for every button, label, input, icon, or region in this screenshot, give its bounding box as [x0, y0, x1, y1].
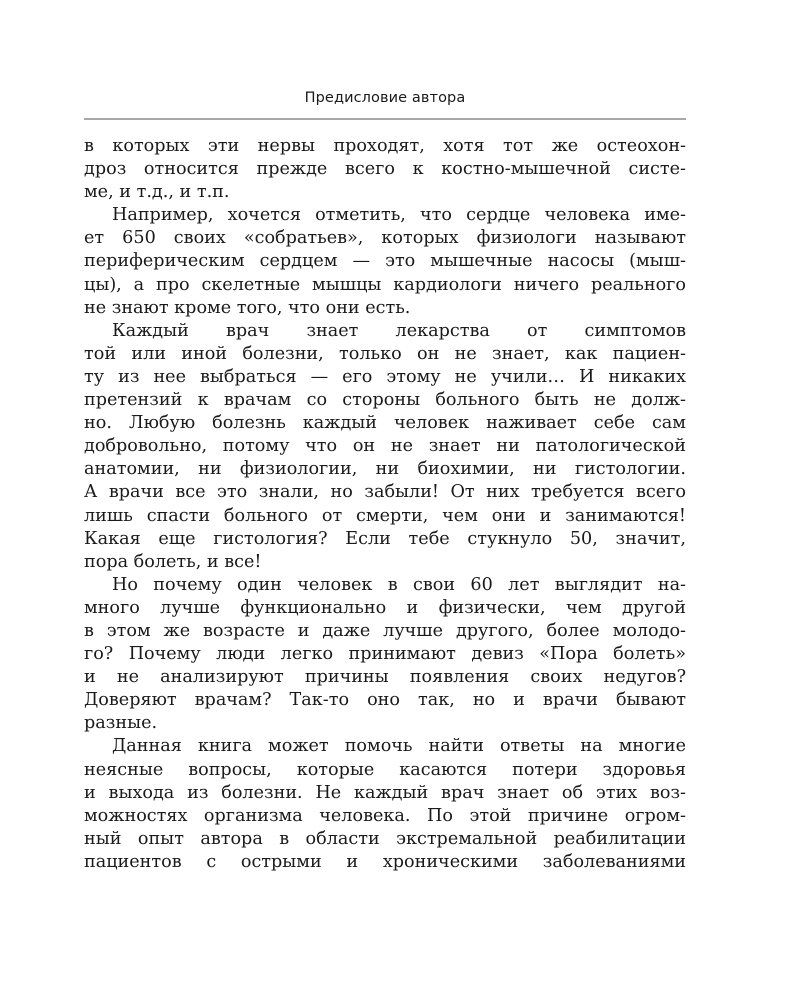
text-line: не знают кроме того, что они есть.	[84, 297, 411, 318]
text-line: и выхода из болезни. Не каждый врач знает об этих воз-	[84, 782, 686, 803]
text-line: добровольно, потому что он не знает ни патологической	[84, 436, 686, 457]
paragraph	[84, 574, 686, 736]
text-line: лишь спасти больного от смерти, чем они и занимаются!	[84, 505, 686, 526]
text-line: го? Почему люди легко принимают девиз «Пора болеть»	[84, 644, 686, 665]
paragraph	[84, 735, 686, 874]
text-line: много лучше функционально и физически, чем другой	[84, 597, 686, 618]
paragraph	[84, 320, 686, 574]
text-line: Данная книга может помочь найти ответы на многие	[112, 736, 686, 757]
text-line: ту из нее выбраться — его этому не учили… И никаких	[84, 366, 686, 387]
header-rule	[84, 118, 686, 120]
text-line: пора болеть, и все!	[84, 551, 262, 572]
text-line: Каждый врач знает лекарства от симптомов	[112, 320, 686, 341]
running-head: Предисловие автора	[304, 90, 466, 106]
text-line: неясные вопросы, которые касаются потери здоровья	[84, 759, 686, 780]
text-line: в которых эти нервы проходят, хотя тот же остеохон-	[84, 136, 686, 156]
text-line: в этом же возрасте и даже лучше другого, более молодо-	[84, 620, 686, 641]
text-line: А врачи все это знали, но забыли! От них требуется всего	[84, 482, 686, 503]
text-line: цы), а про скелетные мышцы кардиологи ничего реального	[84, 274, 686, 295]
text-line: ет 650 своих «собратьев», которых физиологи называют	[84, 228, 686, 249]
text-line: ный опыт автора в области экстремальной реабилитации	[84, 828, 686, 849]
paragraph	[84, 204, 686, 319]
text-line: разные.	[84, 713, 158, 734]
text-line: и не анализируют причины появления своих недугов?	[84, 667, 686, 688]
paragraph	[84, 135, 686, 204]
text-line: претензий к врачам со стороны больного быть не долж-	[84, 390, 686, 411]
text-line: Но почему один человек в свои 60 лет выглядит на-	[112, 574, 686, 595]
text-line: той или иной болезни, только он не знает, как пациен-	[84, 343, 686, 364]
text-line: дроз относится прежде всего к костно-мышечной систе-	[84, 159, 686, 180]
text-line: но. Любую болезнь каждый человек наживает себе сам	[84, 413, 686, 434]
text-line: Доверяют врачам? Так-то оно так, но и врачи бывают	[84, 690, 686, 711]
text-line: ме, и т.д., и т.п.	[84, 182, 230, 203]
body-text	[84, 135, 686, 874]
text-line: Какая еще гистология? Если тебе стукнуло 50, значит,	[84, 528, 686, 549]
text-line: Например, хочется отметить, что сердце человека име-	[112, 205, 686, 226]
text-line: периферическим сердцем — это мышечные насосы (мыш-	[84, 251, 686, 272]
text-line: можностях организма человека. По этой причине огром-	[84, 805, 686, 826]
text-line: пациентов с острыми и хроническими заболеваниями	[84, 851, 686, 872]
text-line: анатомии, ни физиологии, ни биохимии, ни гистологии.	[84, 459, 686, 480]
